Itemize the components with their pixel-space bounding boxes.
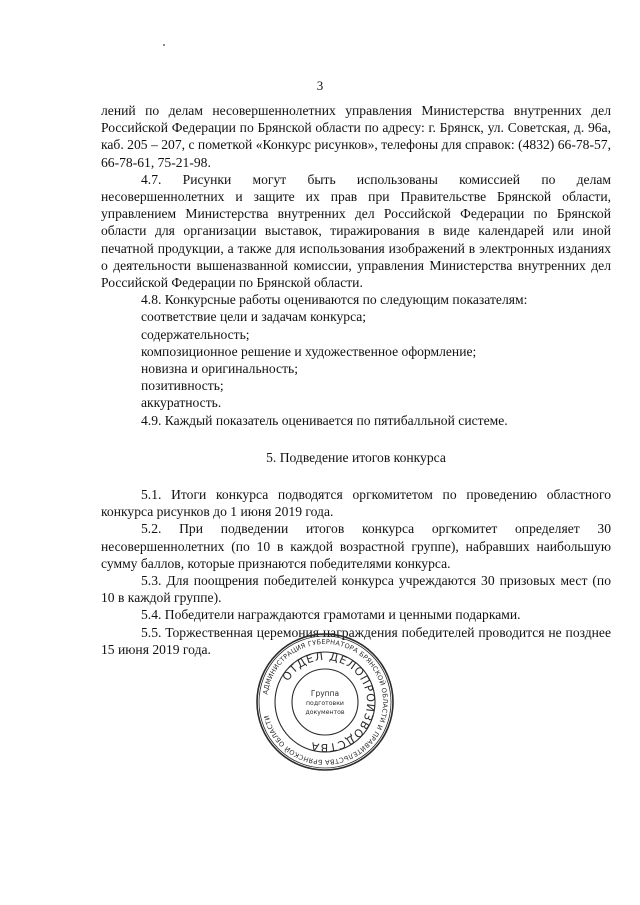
paragraph-4-8: 4.8. Конкурсные работы оцениваются по следующим показателям: (141, 292, 528, 308)
paragraph-5-5: 5.5. Торжественная церемония награждения победителей проводится не позднее 15 июня 2019 года. (101, 624, 611, 657)
paragraph-5-4: 5.4. Победители награждаются грамотами и ценными подарками. (141, 607, 521, 623)
criterion-item: позитивность; (141, 378, 224, 394)
stamp-center-line: документов (305, 709, 345, 716)
criterion-item: содержательность; (141, 326, 250, 342)
paragraph-4-7: 4.7. Рисунки могут быть использованы комиссией по делам несовершеннолетних и защите их прав при Правительстве Брянской области, управлением Министерства внутренних дел Российской Федерации по Брянской области для организации выставок, тиражирования в виде календарей или иной печатной продукции, а также для использования изображений в электронных изданиях о деятельности вышеназванной комиссии, управления Министерства внутренних дел Российской Федерации по Брянской области. (101, 171, 611, 291)
stamp-outer-text: АДМИНИСТРАЦИЯ ГУБЕРНАТОРА БРЯНСКОЙ ОБЛАСТИ И ПРАВИТЕЛЬСТВА БРЯНСКОЙ ОБЛАСТИ (261, 637, 390, 767)
stamp-center-line: подготовки (306, 700, 344, 707)
paragraph-5-3: 5.3. Для поощрения победителей конкурса учреждаются 30 призовых мест (по 10 в каждой группе). (101, 573, 611, 606)
scan-speck (163, 44, 165, 46)
criterion-item: новизна и оригинальность; (141, 361, 299, 377)
page-number: 3 (316, 78, 324, 93)
document-body (101, 102, 611, 658)
criterion-item: соответствие цели и задачам конкурса; (141, 309, 367, 325)
stamp-middle-text: ОТДЕЛ ДЕЛОПРОИЗВОДСТВА (279, 649, 378, 755)
stamp-center-line: Группа (310, 689, 340, 698)
criterion-item: аккуратность. (141, 395, 222, 411)
section-heading: 5. Подведение итогов конкурса (266, 449, 446, 465)
paragraph-5-2: 5.2. При подведении итогов конкурса оргкомитет определяет 30 несовершеннолетних (по 10 в каждой возрастной группе), набравших наибольшую сумму баллов, которые признаются победителями конкурса. (101, 521, 611, 571)
paragraph-continuation: лений по делам несовершеннолетних управления Министерства внутренних дел Российской Федерации по Брянской области по адресу: г. Брянск, ул. Советская, д. 96а, каб. 205 – 207, с пометкой «Конкурс рисунков», телефоны для справок: (4832) 66-78-57, 66-78-61, 75-21-98. (101, 103, 611, 170)
paragraph-4-9: 4.9. Каждый показатель оценивается по пятибалльной системе. (141, 412, 508, 428)
official-stamp (255, 632, 395, 772)
criterion-item: композиционное решение и художественное оформление; (141, 343, 477, 359)
paragraph-5-1: 5.1. Итоги конкурса подводятся оргкомитетом по проведению областного конкурса рисунков до 1 июня 2019 года. (101, 487, 611, 520)
